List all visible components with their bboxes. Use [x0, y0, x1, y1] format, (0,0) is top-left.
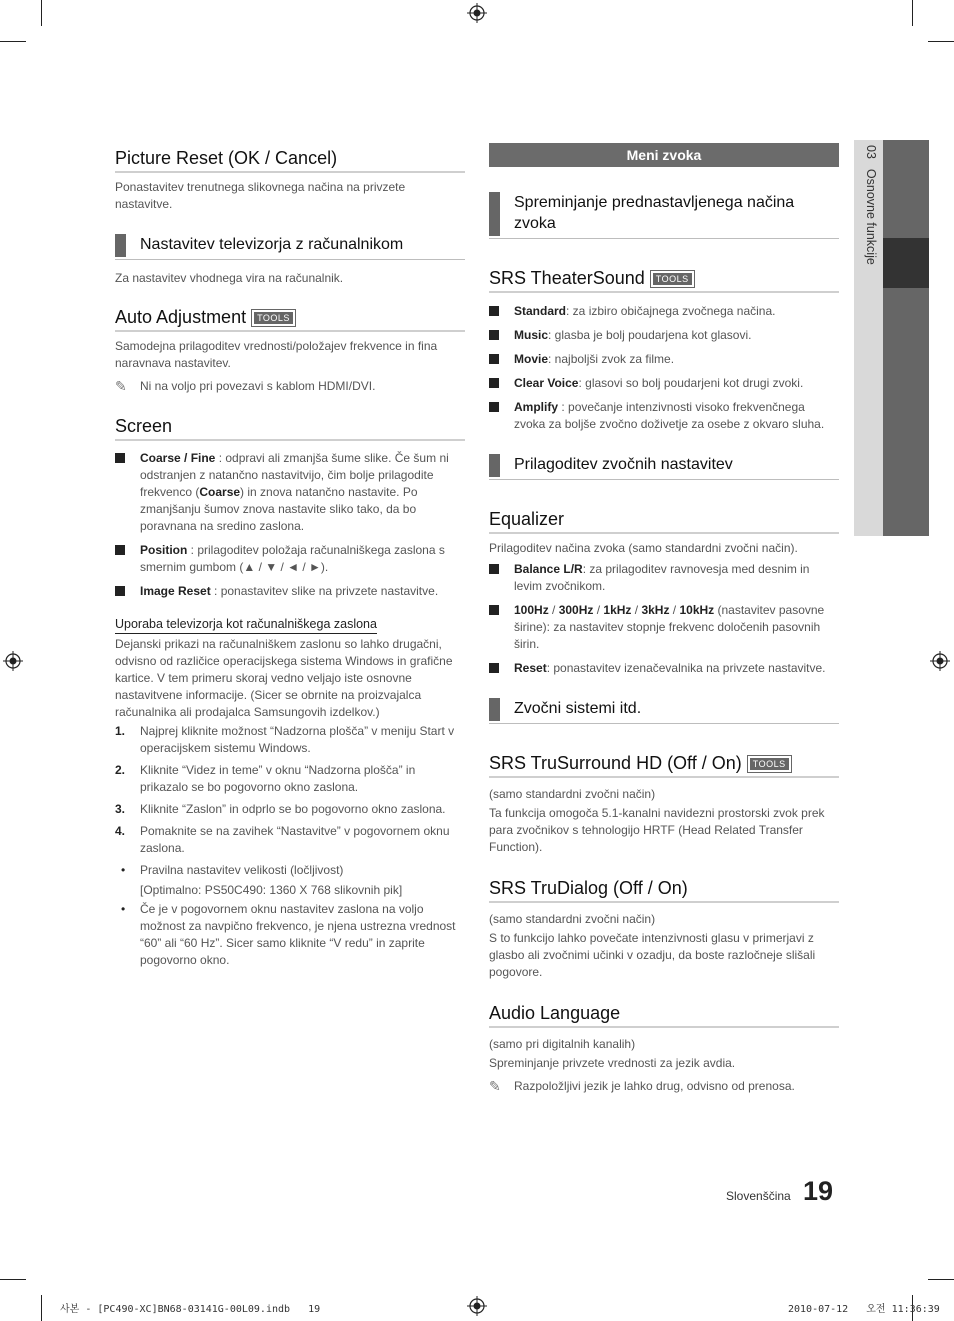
step-item: 3. Kliknite “Zaslon” in odprlo se bo pogovorno okno zaslona. — [115, 802, 446, 816]
audio-language-section — [489, 1003, 839, 1095]
change-mode-title: Spreminjanje prednastavljenega načina zvoka — [514, 194, 795, 232]
srs-trusurround-title: SRS TruSurround HD (Off / On) — [489, 753, 742, 773]
side-tab-number: 03 — [864, 145, 878, 159]
bullet-square-icon — [489, 663, 499, 673]
srs-theater-title: SRS TheaterSound — [489, 268, 645, 288]
heading-bar — [489, 192, 500, 236]
screen-item: Image Reset : ponastavitev slike na privzete nastavitve. — [115, 583, 465, 600]
screen-title: Screen — [115, 416, 465, 441]
print-file-info: 사본 - [PC490-XC]BN68-03141G-00L09.indb 19 — [60, 1304, 321, 1315]
screen-item: Position : prilagoditev položaja računalniškega zaslona s smernim gumbom (▲ / ▼ / ◄ / ►). — [115, 542, 465, 576]
srs-trudialog-title: SRS TruDialog (Off / On) — [489, 878, 839, 903]
change-mode-section — [489, 190, 839, 239]
auto-adjustment-section — [115, 307, 465, 395]
side-tab-text — [858, 145, 878, 265]
srs-trudialog-note: (samo standardni zvočni način) — [489, 912, 656, 926]
srs-trudialog-section — [489, 878, 839, 981]
tools-badge: TOOLS — [748, 756, 791, 772]
srs-trudialog-desc: S to funkcijo lahko povečate intenzivnosti glasu v primerjavi z glasbo ali zvočnimi učinki v ozadju, da boste razločneje slišali pogovore. — [489, 931, 816, 979]
srs-trusurround-heading — [489, 753, 839, 778]
left-column — [115, 148, 465, 969]
pc-usage-section — [115, 615, 465, 969]
srs-trusurround-note: (samo standardni zvočni način) — [489, 787, 656, 801]
tools-badge: TOOLS — [252, 310, 295, 326]
sound-systems-title: Zvočni sistemi itd. — [514, 700, 642, 717]
bullet-square-icon — [489, 605, 499, 615]
registration-mark-left — [3, 651, 23, 671]
registration-mark-top — [467, 3, 487, 23]
pc-usage-desc: Dejanski prikazi na računalniškem zaslonu so lahko drugačni, odvisno od različice operacijskega sistema Windows in grafične kartice. V tem primeru skoraj vedno veljajo iste osnovne nastavitvene informacije. (Sicer se obrnite na proizvajalca računalnika ali prodajalca Samsungovih izdelkov.) — [115, 637, 453, 719]
page-language: Slovenščina — [726, 1189, 791, 1203]
equalizer-title: Equalizer — [489, 509, 839, 534]
bullet-square-icon — [489, 402, 499, 412]
audio-language-pen-note: Razpoložljivi jezik je lahko drug, odvisno od prenosa. — [514, 1079, 795, 1093]
tools-badge: TOOLS — [651, 271, 694, 287]
bullet-square-icon — [115, 545, 125, 555]
sound-adjust-section — [489, 452, 839, 480]
srs-theater-item: Amplify : povečanje intenzivnosti visoko frekvenčnega zvoka za boljše zvočno doživetje za osebe z okvaro sluha. — [489, 399, 839, 433]
sound-adjust-title: Prilagoditev zvočnih nastavitev — [514, 456, 733, 473]
side-tab-dark — [883, 140, 929, 536]
bullet-square-icon — [489, 306, 499, 316]
picture-reset-section — [115, 148, 465, 213]
heading-bar — [489, 698, 500, 721]
bullet-square-icon — [489, 354, 499, 364]
srs-theater-item: Music: glasba je bolj poudarjena kot glasovi. — [489, 327, 839, 344]
audio-language-title: Audio Language — [489, 1003, 839, 1028]
right-column — [489, 143, 839, 1095]
srs-trusurround-desc: Ta funkcija omogoča 5.1-kanalni navidezni prostorski zvok prek para zvočnikov s tehnologijo HRTF (Head Related Transfer Function). — [489, 806, 825, 854]
equalizer-section — [489, 509, 839, 677]
audio-language-note: (samo pri digitalnih kanalih) — [489, 1037, 636, 1051]
step-item: 2. Kliknite “Videz in teme” v oknu “Nadzorna plošča” in prikazalo se bo pogovorno okno zaslona. — [115, 763, 416, 794]
pc-setup-desc: Za nastavitev vhodnega vira na računalnik. — [115, 271, 344, 285]
pc-setup-section — [115, 232, 465, 287]
equalizer-desc: Prilagoditev načina zvoka (samo standardni zvočni način). — [489, 541, 798, 555]
equalizer-item: 100Hz / 300Hz / 1kHz / 3kHz / 10kHz (nastavitev pasovne širine): za nastavitev stopnje frekvenc določenih pasovnih širin. — [489, 602, 839, 653]
pc-usage-title: Uporaba televizorja kot računalniškega zaslona — [115, 616, 377, 634]
step-item: 1. Najprej kliknite možnost “Nadzorna plošča” v meniju Start v operacijskem sistemu Windows. — [115, 724, 455, 755]
srs-theater-section — [489, 268, 839, 433]
side-tab-active — [883, 238, 929, 288]
registration-mark-right — [930, 651, 950, 671]
srs-theater-heading — [489, 268, 839, 293]
menu-title-bar: Meni zvoka — [489, 143, 839, 167]
screen-item: Coarse / Fine : odpravi ali zmanjša šume slike. Če šum ni odstranjen z natančno nastavitvijo, čim bolje prilagodite frekvenco (Coarse) in znova natančno nastavite. Po zmanjšanju šumov znova nastavite sliko tako, da bo poravnana na sredino zaslona. — [115, 450, 465, 535]
equalizer-item: Reset: ponastavitev izenačevalnika na privzete nastavitve. — [489, 660, 839, 677]
audio-language-desc: Spreminjanje privzete vrednosti za jezik avdia. — [489, 1056, 736, 1070]
bullet-item: • Če je v pogovornem oknu nastavitev zaslona na voljo možnost za navpično frekvenco, je njena ustrezna vrednost “60” ali “60 Hz”. Sicer samo kliknite “V redu” in zaprite pogovorno okno. — [121, 902, 456, 967]
auto-adjustment-heading — [115, 307, 465, 332]
auto-adjustment-desc: Samodejna prilagoditev vrednosti/položajev frekvence in fina naravnava nastavitev. — [115, 339, 438, 370]
equalizer-item: Balance L/R: za prilagoditev ravnovesja med desnim in levim zvočnikom. — [489, 561, 839, 595]
step-item: 4. Pomaknite se na zavihek “Nastavitve” v pogovornem oknu zaslona. — [115, 824, 450, 855]
screen-section — [115, 416, 465, 600]
side-tab-label: Osnovne funkcije — [864, 168, 878, 265]
pc-setup-title: Nastavitev televizorja z računalnikom — [140, 236, 404, 253]
print-datetime: 2010-07-12 오전 11:36:39 — [788, 1304, 940, 1315]
note-pencil-icon: ✎ — [115, 378, 127, 394]
bullet-item: • Pravilna nastavitev velikosti (ločljivost) [Optimalno: PS50C490: 1360 X 768 slikovnih pik] — [121, 863, 403, 897]
bullet-square-icon — [115, 453, 125, 463]
bullet-square-icon — [489, 564, 499, 574]
auto-adjustment-note: Ni na voljo pri povezavi s kablom HDMI/DVI. — [140, 379, 376, 393]
note-pencil-icon: ✎ — [489, 1078, 501, 1094]
heading-bar — [115, 234, 126, 257]
srs-theater-item: Movie: najboljši zvok za filme. — [489, 351, 839, 368]
auto-adjustment-title: Auto Adjustment — [115, 307, 247, 327]
srs-trusurround-section — [489, 753, 839, 856]
bullet-square-icon — [489, 330, 499, 340]
page-number: 19 — [803, 1176, 834, 1206]
bullet-square-icon — [489, 378, 499, 388]
picture-reset-title: Picture Reset (OK / Cancel) — [115, 148, 465, 173]
srs-theater-item: Standard: za izbiro običajnega zvočnega načina. — [489, 303, 839, 320]
sound-systems-section — [489, 696, 839, 724]
picture-reset-desc: Ponastavitev trenutnega slikovnega načina na privzete nastavitve. — [115, 180, 406, 211]
registration-mark-bottom — [467, 1296, 487, 1316]
bullet-square-icon — [115, 586, 125, 596]
heading-bar — [489, 454, 500, 477]
srs-theater-item: Clear Voice: glasovi so bolj poudarjeni kot drugi zvoki. — [489, 375, 839, 392]
